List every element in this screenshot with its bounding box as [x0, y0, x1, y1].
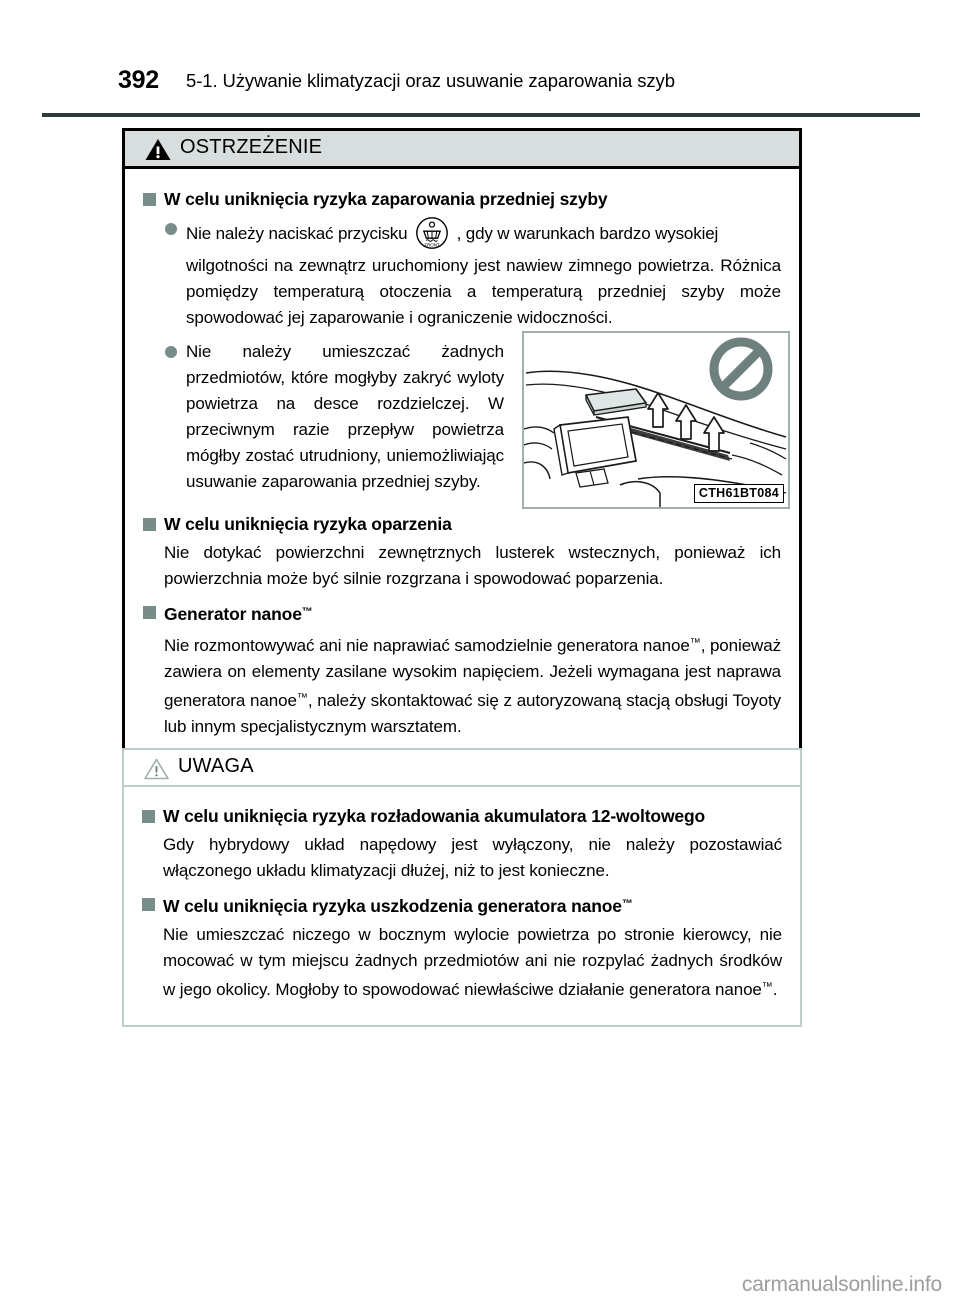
bullet-1-text-after-icon: , gdy w warunkach bardzo wysokiej [456, 224, 719, 243]
caution-box-body [124, 787, 800, 1025]
warning-heading-text: W celu uniknięcia ryzyka zaparowania przedniej szyby [164, 189, 608, 209]
caution-triangle-outline-icon [144, 758, 169, 780]
paragraph-part: , ponieważ zawiera on elementy zasilane wysokim napięciem. Jeżeli wymagana jest naprawa generatora nanoe [164, 636, 781, 710]
square-bullet-icon [143, 193, 156, 206]
caution-heading-text: W celu uniknięcia ryzyka rozładowania akumulatora 12-woltowego [163, 806, 706, 826]
caution-box [122, 748, 802, 1027]
page-number: 392 [118, 66, 159, 94]
paragraph-part: Nie umieszczać niczego w bocznym wylocie powietrza po stronie kierowcy, nie mocować w tym miejscu żadnych przedmiotów ani nie rozpylać żadnych środków w jego okolicy. Mogłoby to spowodować niewłaściwe działanie generatora nanoe [163, 925, 782, 999]
dashboard-air-outlet-prohibition-illustration [522, 331, 790, 509]
trademark-symbol: ™ [296, 692, 308, 704]
page-header [0, 66, 960, 110]
square-bullet-icon [143, 606, 156, 619]
warning-bullet-item [165, 216, 781, 331]
warning-section-heading-2 [143, 513, 781, 536]
warning-box-title: OSTRZEŻENIE [180, 136, 323, 158]
paragraph-part: . [772, 980, 778, 999]
caution-section-heading-1 [142, 805, 782, 828]
warning-section-heading-1 [143, 188, 781, 211]
bullet-2-text: Nie należy umieszczać żadnych przedmiotów, które mogłyby zakryć wyloty powietrza na desce rozdzielczej. W przeciwnym razie przepływ powietrza mógłby zostać utrudniony, uniemożliwiając usuwanie zaparowania przedniej szyby. [186, 342, 504, 491]
caution-paragraph-2 [163, 922, 782, 1003]
trademark-symbol: ™ [621, 898, 633, 910]
dot-bullet-icon [165, 346, 177, 358]
warning-triangle-solid-icon [145, 138, 171, 161]
illustration-caption-code: CTH61BT084 [694, 484, 784, 503]
warning-heading-text: W celu uniknięcia ryzyka oparzenia [164, 514, 452, 534]
dot-bullet-icon [165, 223, 177, 235]
caution-paragraph-1: Gdy hybrydowy układ napędowy jest wyłączony, nie należy pozostawiać włączonego układu klimatyzacji dłużej, niż to jest konieczne. [163, 835, 782, 880]
site-watermark: carmanualsonline.info [741, 1273, 942, 1296]
trademark-symbol: ™ [689, 637, 701, 649]
warning-section-heading-3 [143, 601, 781, 626]
svg-text:FRONT: FRONT [424, 242, 440, 248]
illustration-drawing [524, 333, 788, 507]
warning-heading-text [164, 601, 313, 626]
bullet-1-text-before-icon: Nie należy naciskać przycisku [186, 224, 408, 243]
trademark-symbol: ™ [301, 606, 313, 618]
paragraph-part: Nie rozmontowywać ani nie naprawiać samodzielnie generatora nanoe [164, 636, 690, 655]
square-bullet-icon [142, 898, 155, 911]
warning-paragraph-3 [164, 630, 781, 740]
caution-box-title: UWAGA [178, 755, 254, 777]
warning-paragraph-2: Nie dotykać powierzchni zewnętrznych lusterek wstecznych, ponieważ ich powierzchnia może być silnie rozgrzana i spowodować poparzenia. [164, 543, 781, 588]
caution-box-header [124, 750, 800, 787]
bullet-1-remaining-text: wilgotności na zewnątrz uruchomiony jest nawiew zimnego powietrza. Różnica pomiędzy temperaturą otoczenia a temperaturą przedniej szyby może spowodować jej zaparowanie i ograniczenie widoczności. [186, 256, 781, 327]
trademark-symbol: ™ [761, 981, 773, 993]
square-bullet-icon [142, 810, 155, 823]
heading-main-text: W celu uniknięcia ryzyka uszkodzenia generatora nanoe [163, 896, 622, 916]
warning-bullet-1-line-1 [186, 216, 781, 250]
caution-section-heading-2 [142, 893, 782, 918]
heading-main-text: Generator nanoe [164, 604, 302, 624]
header-divider-rule [42, 113, 920, 117]
square-bullet-icon [143, 518, 156, 531]
caution-heading-text [163, 893, 633, 918]
warning-box-header [125, 131, 799, 169]
front-defroster-button-icon [415, 216, 449, 250]
paragraph-part: , należy skontaktować się z autoryzowaną stacją obsługi Toyoty lub innym specjalistycznym warsztatem. [164, 691, 781, 736]
page-section-title: 5-1. Używanie klimatyzacji oraz usuwanie zaparowania szyb [186, 70, 675, 91]
